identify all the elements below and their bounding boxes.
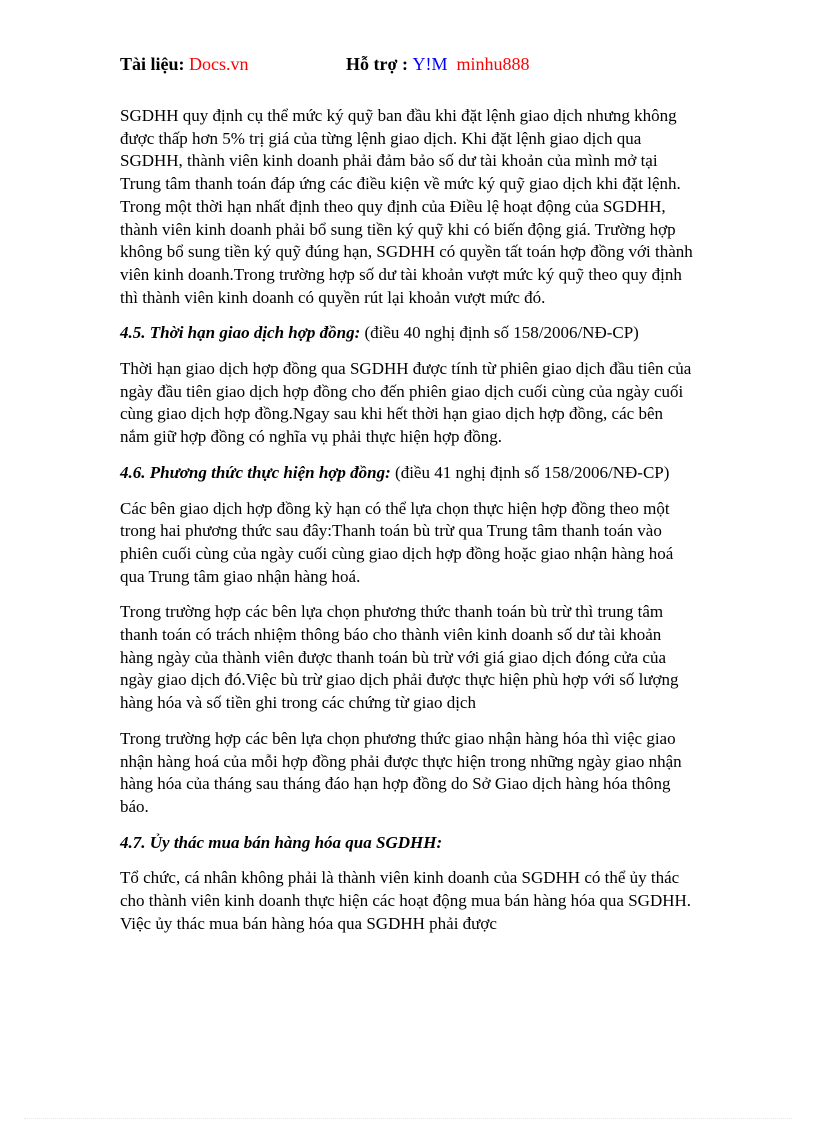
doc-separator: :: [178, 54, 190, 74]
heading-4-6-reference: (điều 41 nghị định số 158/2006/NĐ-CP): [390, 462, 670, 482]
support-label: Hỗ trợ: [346, 54, 398, 74]
support-ym: Y!M: [412, 54, 448, 74]
doc-label: Tài liệu: [120, 54, 179, 74]
paragraph-execution-methods: Các bên giao dịch hợp đồng kỳ hạn có thể lựa chọn thực hiện hợp đồng theo một trong hai phương thức sau đây:Thanh toán bù trừ qua Trung tâm thanh toán vào phiên cuối cùng của ngày cuối cùng giao dịch hợp đồng hoặc giao nhận hàng hoá qua Trung tâm giao nhận hàng hoá.: [120, 498, 674, 586]
section-heading-4-7: [120, 832, 695, 855]
heading-4-6-title: 4.6. Phương thức thực hiện hợp đồng:: [120, 462, 391, 482]
support-info: [346, 53, 529, 75]
document-body: [120, 105, 695, 949]
paragraph-entrustment: Tổ chức, cá nhân không phải là thành viên kinh doanh của SGDHH có thể ủy thác cho thành viên kinh doanh thực hiện các hoạt động mua bán hàng hóa qua SGDHH. Việc ủy thác mua bán hàng hóa qua SGDHH phải được: [120, 868, 692, 933]
heading-4-5-reference: (điều 40 nghị định số 158/2006/NĐ-CP): [360, 323, 639, 343]
paragraph-delivery: Trong trường hợp các bên lựa chọn phương thức giao nhận hàng hóa thì việc giao nhận hàng hoá của mỗi hợp đồng phải được thực hiện trong những ngày giao nhận hàng hóa của tháng sau tháng đáo hạn hợp đồng do Sở Giao dịch hàng hóa thông báo.: [120, 728, 682, 816]
support-separator: :: [397, 54, 413, 74]
section-heading-4-6: [120, 462, 695, 485]
paragraph-clearing: Trong trường hợp các bên lựa chọn phương thức thanh toán bù trừ thì trung tâm thanh toán có trách nhiệm thông báo cho thành viên kinh doanh số dư tài khoản hàng ngày của thành viên được thanh toán bù trừ với giá giao dịch đóng cửa của ngày giao dịch đó.Việc bù trừ giao dịch phải được thực hiện phù hợp với số lượng hàng hóa và số tiền ghi trong các chứng từ giao dịch: [120, 602, 679, 713]
paragraph-margin-rules: SGDHH quy định cụ thể mức ký quỹ ban đầu khi đặt lệnh giao dịch nhưng không được thấp hơn 5% trị giá của từng lệnh giao dịch. Khi đặt lệnh giao dịch qua SGDHH, thành viên kinh doanh phải đảm bảo số dư tài khoản của mình mở tại Trung tâm thanh toán đáp ứng các điều kiện về mức ký quỹ giao dịch khi đặt lệnh. Trong một thời hạn nhất định theo quy định của Điều lệ hoạt động của SGDHH, thành viên kinh doanh phải bổ sung tiền ký quỹ khi có biến động giá. Trường hợp không bổ sung tiền ký quỹ đúng hạn, SGDHH có quyền tất toán hợp đồng với thành viên kinh doanh.Trong trường hợp số dư tài khoản vượt mức ký quỹ theo quy định thì thành viên kinh doanh có quyền rút lại khoản vượt mức đó.: [120, 106, 693, 307]
doc-source: [120, 53, 249, 75]
paragraph-trading-period: Thời hạn giao dịch hợp đồng qua SGDHH được tính từ phiên giao dịch đầu tiên của ngày đầu tiên giao dịch hợp đồng cho đến phiên giao dịch cuối cùng của ngày cuối cùng giao dịch hợp đồng.Ngay sau khi hết thời hạn giao dịch hợp đồng, các bên nắm giữ hợp đồng có nghĩa vụ phải thực hiện hợp đồng.: [120, 359, 692, 447]
page-bottom-divider: [24, 1118, 792, 1119]
support-id: minhu888: [456, 54, 530, 74]
section-heading-4-5: [120, 322, 695, 345]
heading-4-7-title: 4.7. Ủy thác mua bán hàng hóa qua SGDHH:: [120, 832, 443, 852]
doc-site-link[interactable]: Docs.vn: [189, 54, 249, 74]
heading-4-5-title: 4.5. Thời hạn giao dịch hợp đồng:: [120, 323, 361, 343]
